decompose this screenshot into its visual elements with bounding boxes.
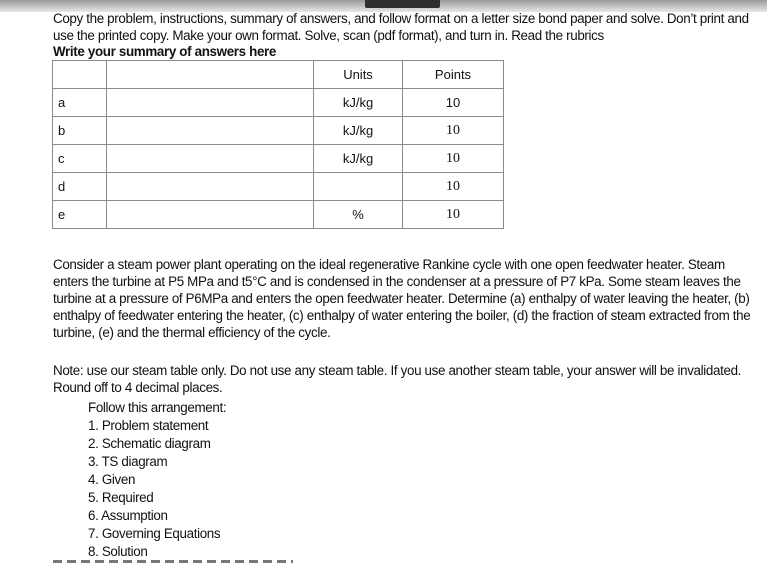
answer-cell <box>107 117 314 145</box>
note-paragraph: Note: use our steam table only. Do not use any steam table. If you use another steam table, your answer will be invalidated. Round off to 4 decimal places. <box>53 363 742 395</box>
units-cell: kJ/kg <box>314 117 403 145</box>
arrangement-list <box>88 417 220 561</box>
points-cell: 10 <box>403 117 504 145</box>
table-header-row <box>53 61 504 89</box>
answer-cell <box>107 201 314 229</box>
answer-cell <box>107 173 314 201</box>
list-item: 5. Required <box>88 490 154 505</box>
table-row <box>53 145 504 173</box>
answer-cell <box>107 145 314 173</box>
answers-table <box>52 60 504 229</box>
list-item: 8. Solution <box>88 544 148 559</box>
instructions-paragraph: Copy the problem, instructions, summary of answers, and follow format on a letter size bond paper and solve. Don’t print and use the printed copy. Make your own format. Solve, scan (pdf format), and turn in. Read the rubrics <box>53 11 749 43</box>
units-cell: kJ/kg <box>314 89 403 117</box>
row-label: b <box>53 117 107 145</box>
units-cell: kJ/kg <box>314 145 403 173</box>
list-item: 1. Problem statement <box>88 418 209 433</box>
cut-off-text-line <box>53 557 293 563</box>
table-row <box>53 89 504 117</box>
top-overlay-tab <box>365 0 440 8</box>
row-label: e <box>53 201 107 229</box>
points-cell: 10 <box>403 173 504 201</box>
answer-cell <box>107 89 314 117</box>
list-item: 3. TS diagram <box>88 454 168 469</box>
points-cell: 10 <box>403 145 504 173</box>
list-item: 4. Given <box>88 472 136 487</box>
points-cell: 10 <box>403 201 504 229</box>
summary-heading: Write your summary of answers here <box>53 44 277 59</box>
header-units-cell: Units <box>314 61 403 89</box>
table-row <box>53 117 504 145</box>
header-points-cell: Points <box>403 61 504 89</box>
arrangement-title: Follow this arrangement: <box>88 400 227 415</box>
row-label: c <box>53 145 107 173</box>
list-item: 7. Governing Equations <box>88 526 221 541</box>
header-label-cell <box>53 61 107 89</box>
list-item: 6. Assumption <box>88 508 168 523</box>
table-row <box>53 201 504 229</box>
units-cell: % <box>314 201 403 229</box>
table-row <box>53 173 504 201</box>
list-item: 2. Schematic diagram <box>88 436 211 451</box>
row-label: a <box>53 89 107 117</box>
points-cell: 10 <box>403 89 504 117</box>
header-answer-cell <box>107 61 314 89</box>
row-label: d <box>53 173 107 201</box>
units-cell <box>314 173 403 201</box>
problem-statement: Consider a steam power plant operating on the ideal regenerative Rankine cycle with one open feedwater heater. Steam enters the turbine at P5 MPa and t5°C and is condensed in the condenser at a pressure of P7 kPa. Some steam leaves the turbine at a pressure of P6MPa and enters the open feedwater heater. Determine (a) enthalpy of water leaving the heater, (b) enthalpy of feedwater entering the heater, (c) enthalpy of water entering the boiler, (d) the fraction of steam extracted from the turbine, (e) and the thermal efficiency of the cycle. <box>53 257 751 340</box>
